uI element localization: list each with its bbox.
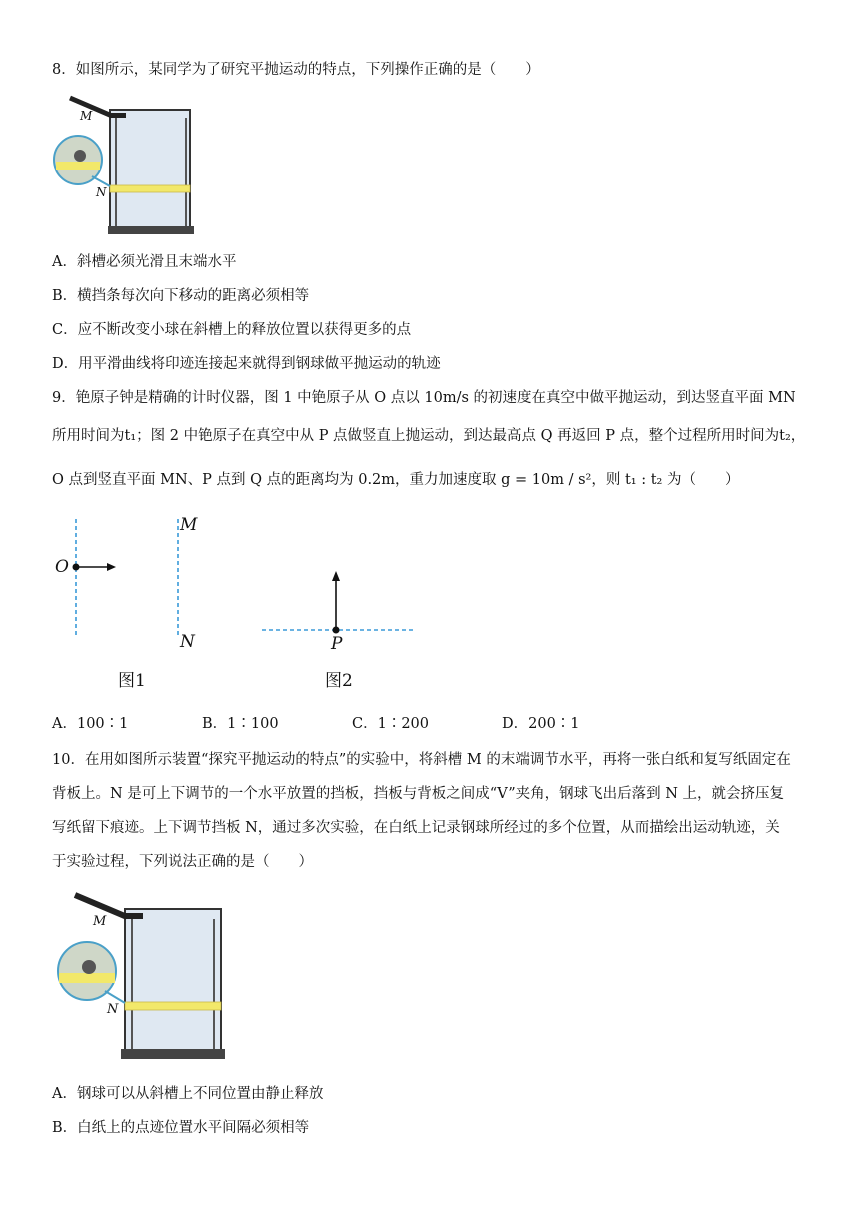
q10-stem-line3: 写纸留下痕迹。上下调节挡板 N，通过多次实验，在白纸上记录钢球所经过的多个位置，从而描绘出运动轨迹，关 bbox=[52, 820, 780, 836]
q10-stem-line4: 于实验过程，下列说法正确的是（ ） bbox=[52, 854, 313, 870]
q9-option-a[interactable]: A．100∶1 bbox=[52, 716, 129, 732]
fig1-label-m: M bbox=[180, 515, 198, 535]
q8-option-a[interactable]: A．斜槽必须光滑且末端水平 bbox=[52, 254, 237, 270]
q8-label-n: N bbox=[96, 185, 107, 199]
q8-option-d[interactable]: D．用平滑曲线将印迹连接起来就得到钢球做平抛运动的轨迹 bbox=[52, 356, 441, 372]
q8-label-m: M bbox=[80, 109, 93, 123]
q10-option-b[interactable]: B．白纸上的点迹位置水平间隔必须相等 bbox=[52, 1120, 310, 1136]
q10-stem-line2: 背板上。N 是可上下调节的一个水平放置的挡板，挡板与背板之间成“V”夹角，钢球飞出后落到 N 上，就会挤压复 bbox=[52, 786, 785, 802]
fig2-caption: 图2 bbox=[325, 671, 353, 691]
fig1-caption: 图1 bbox=[118, 671, 146, 691]
q10-stem-line1: 10．在用如图所示装置“探究平抛运动的特点”的实验中，将斜槽 M 的末端调节水平，再将一张白纸和复写纸固定在 bbox=[52, 752, 791, 768]
q9-option-b[interactable]: B．1∶100 bbox=[202, 716, 279, 732]
q9-option-d[interactable]: D．200∶1 bbox=[502, 716, 580, 732]
fig2-label-p: P bbox=[331, 634, 343, 654]
q10-label-n: N bbox=[107, 1002, 119, 1017]
q9-option-c[interactable]: C．1∶200 bbox=[352, 716, 429, 732]
q10-option-a[interactable]: A．钢球可以从斜槽上不同位置由静止释放 bbox=[52, 1086, 324, 1102]
q9-stem-line3: O 点到竖直平面 MN、P 点到 Q 点的距离均为 0.2m，重力加速度取 g = 10m / s²，则 t₁ : t₂ 为（ ） bbox=[52, 472, 740, 488]
q9-stem-line2: 所用时间为t₁；图 2 中铯原子在真空中从 P 点做竖直上抛运动，到达最高点 Q 再返回 P 点，整个过程所用时间为t₂， bbox=[52, 428, 806, 444]
q8-stem: 8．如图所示，某同学为了研究平抛运动的特点，下列操作正确的是（ ） bbox=[52, 62, 540, 78]
fig1-label-o: O bbox=[55, 557, 69, 577]
q8-apparatus-figure bbox=[52, 88, 212, 238]
q9-figure-2 bbox=[260, 565, 420, 640]
q9-stem-line1: 9．铯原子钟是精确的计时仪器，图 1 中铯原子从 O 点以 10m/s 的初速度在真空中做平抛运动，到达竖直平面 MN bbox=[52, 390, 796, 406]
q10-apparatus-figure bbox=[55, 885, 240, 1065]
q8-option-c[interactable]: C．应不断改变小球在斜槽上的释放位置以获得更多的点 bbox=[52, 322, 412, 338]
q10-label-m: M bbox=[93, 914, 107, 929]
q8-option-b[interactable]: B．横挡条每次向下移动的距离必须相等 bbox=[52, 288, 310, 304]
fig1-label-n: N bbox=[180, 632, 195, 652]
